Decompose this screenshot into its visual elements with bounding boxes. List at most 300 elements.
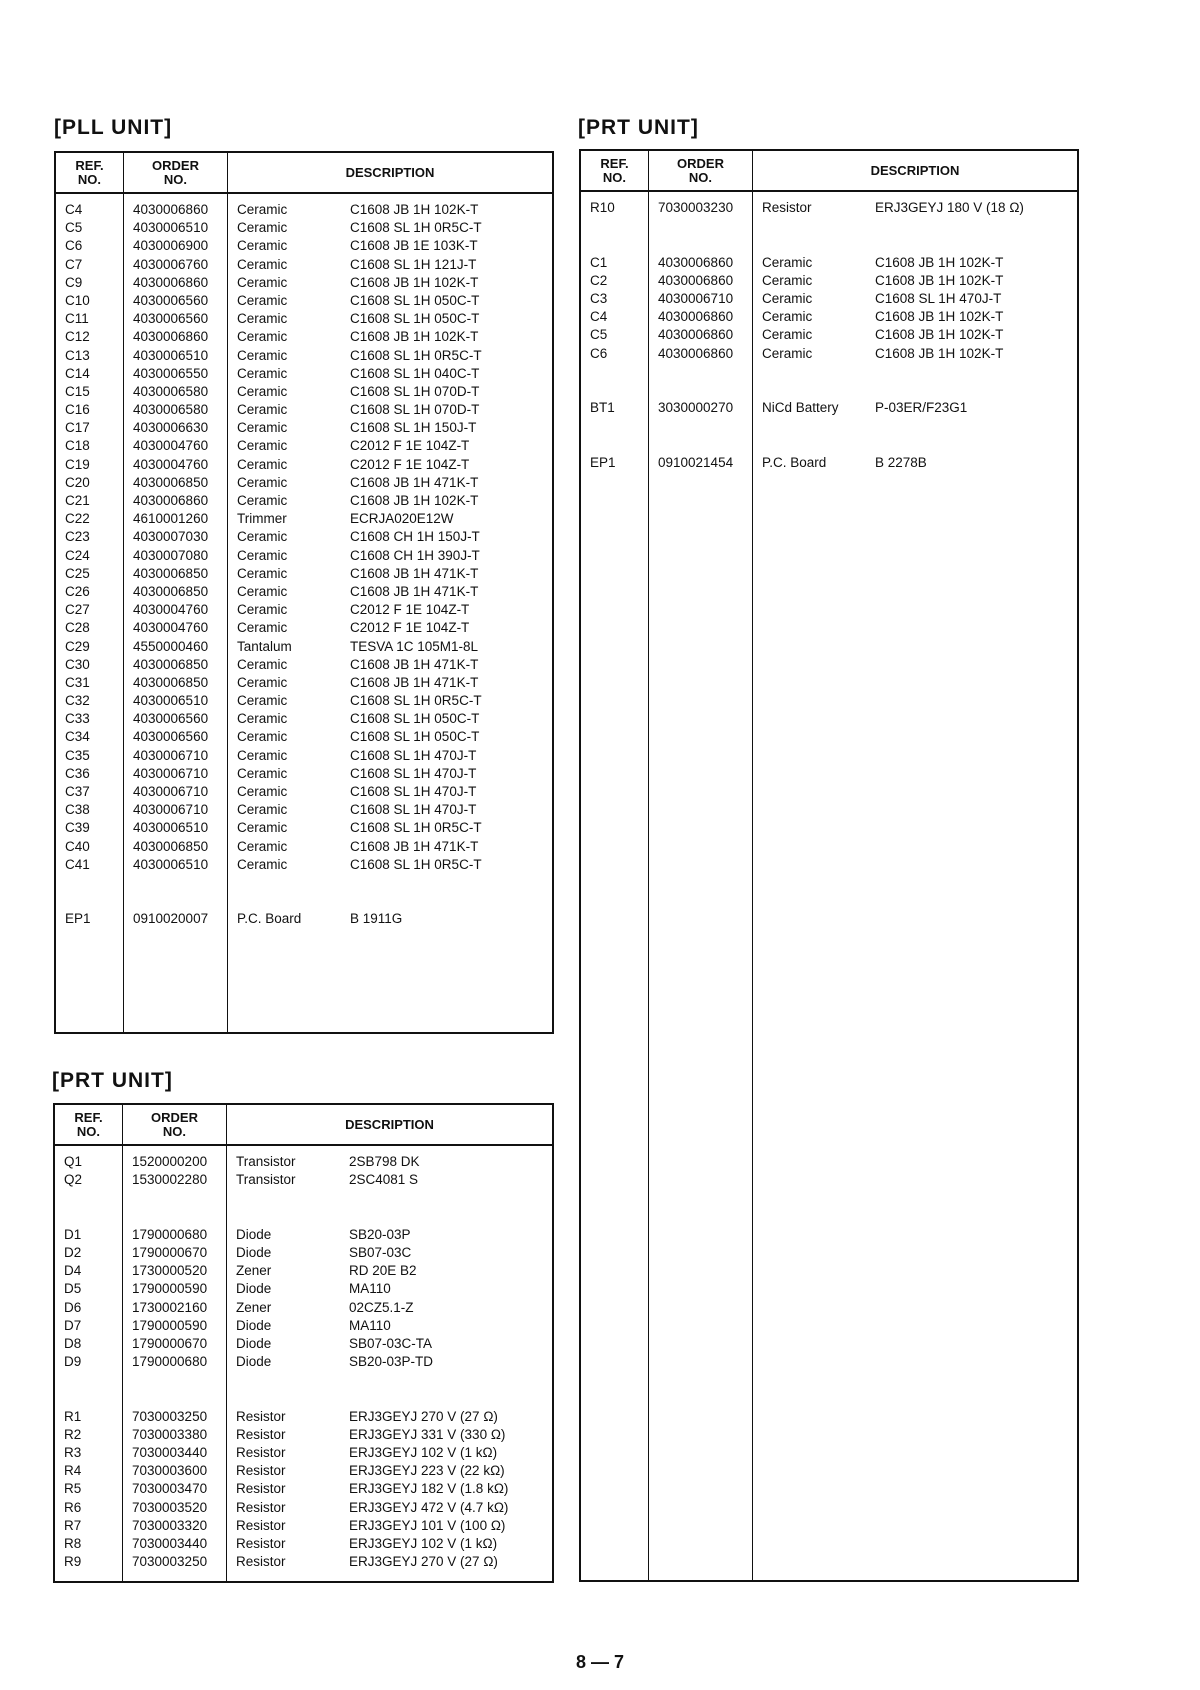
order-no: 4030006850 — [133, 565, 209, 581]
part-value: ECRJA020E12W — [350, 511, 454, 527]
table-row — [56, 383, 552, 401]
part-value: C1608 CH 1H 390J-T — [350, 547, 480, 563]
part-value: C1608 JB 1H 102K-T — [875, 254, 1004, 270]
prt-unit-title-right: [PRT UNIT] — [578, 116, 699, 139]
ref-no: EP1 — [590, 454, 616, 470]
part-value: C1608 JB 1H 102K-T — [350, 274, 479, 290]
order-no: 7030003230 — [658, 200, 734, 215]
part-value: C1608 SL 1H 150J-T — [350, 420, 477, 436]
pll-unit-title: [PLL UNIT] — [54, 116, 173, 139]
part-value: C1608 JB 1H 102K-T — [350, 202, 479, 217]
table-row — [56, 365, 552, 383]
part-type: Resistor — [236, 1445, 286, 1460]
part-type: Zener — [236, 1263, 272, 1279]
table-row — [581, 399, 1077, 417]
order-no: 4030006560 — [133, 711, 209, 727]
order-no: 4550000460 — [133, 638, 209, 654]
order-no: 7030003380 — [132, 1426, 208, 1442]
table-row — [55, 1553, 552, 1571]
column-divider — [122, 1146, 123, 1581]
order-no: 4030006850 — [133, 674, 209, 690]
part-value: ERJ3GEYJ 182 V (1.8 kΩ) — [349, 1481, 509, 1497]
part-value: B 1911G — [350, 911, 403, 927]
part-type: Transistor — [236, 1172, 296, 1188]
part-value: 2SB798 DK — [349, 1154, 420, 1169]
order-no: 7030003440 — [132, 1445, 208, 1460]
table-row — [581, 308, 1077, 326]
part-value: C1608 JB 1H 471K-T — [350, 474, 479, 490]
part-type: Ceramic — [237, 784, 288, 799]
column-divider — [648, 192, 649, 1580]
table-row — [56, 219, 552, 237]
part-type: Ceramic — [237, 693, 288, 709]
ref-no: R2 — [64, 1426, 82, 1442]
order-no: 4030006550 — [133, 365, 209, 381]
ref-no: C6 — [65, 238, 83, 254]
ref-no: D6 — [64, 1299, 82, 1315]
part-type: Ceramic — [237, 802, 288, 818]
table-header — [581, 151, 1077, 192]
ref-no: D1 — [64, 1226, 82, 1242]
order-no: 4030007080 — [133, 547, 209, 563]
part-value: C1608 JB 1H 471K-T — [350, 565, 479, 581]
ref-no: C40 — [65, 838, 90, 854]
blank-row — [581, 417, 1077, 435]
table-row — [56, 674, 552, 692]
part-type: Trimmer — [237, 511, 287, 527]
page-number: 8 — 7 — [575, 1652, 625, 1672]
header-order-no: ORDER NO. — [124, 153, 228, 192]
table-row — [56, 456, 552, 474]
part-type: Ceramic — [237, 602, 288, 618]
order-no: 4030006860 — [658, 327, 734, 343]
ref-no: C14 — [65, 365, 90, 381]
order-no: 4030006580 — [133, 402, 209, 418]
part-value: C1608 JB 1H 102K-T — [875, 309, 1004, 325]
part-type: Diode — [236, 1281, 272, 1297]
table-row — [55, 1262, 552, 1280]
table-row — [55, 1517, 552, 1535]
ref-no: R3 — [64, 1445, 82, 1460]
order-no: 1790000670 — [132, 1335, 208, 1351]
order-no: 4030006710 — [133, 784, 209, 799]
table-row — [56, 747, 552, 765]
ref-no: D4 — [64, 1263, 82, 1279]
blank-row — [55, 1371, 552, 1389]
part-value: ERJ3GEYJ 102 V (1 kΩ) — [349, 1445, 498, 1460]
table-row — [55, 1535, 552, 1553]
part-type: Resistor — [236, 1426, 286, 1442]
part-value: C1608 SL 1H 070D-T — [350, 402, 480, 418]
order-no: 4030006560 — [133, 311, 209, 327]
part-value: C1608 JB 1H 471K-T — [350, 656, 479, 672]
order-no: 4030006860 — [133, 274, 209, 290]
table-row — [56, 728, 552, 746]
part-value: ERJ3GEYJ 102 V (1 kΩ) — [349, 1535, 498, 1551]
table-row — [55, 1462, 552, 1480]
prt-unit-table-left — [53, 1103, 554, 1583]
part-value: C1608 JB 1H 102K-T — [875, 327, 1004, 343]
column-divider — [227, 194, 228, 1032]
part-value: C1608 CH 1H 150J-T — [350, 529, 480, 545]
order-no: 4030006760 — [133, 256, 209, 272]
part-type: Resistor — [762, 200, 812, 215]
order-no: 4030006860 — [133, 202, 209, 217]
part-value: C1608 JB 1E 103K-T — [350, 238, 478, 254]
part-type: Ceramic — [762, 272, 813, 288]
table-row — [581, 345, 1077, 363]
order-no: 4030006710 — [133, 765, 209, 781]
table-row — [56, 256, 552, 274]
order-no: 4030007030 — [133, 529, 209, 545]
part-type: Resistor — [236, 1535, 286, 1551]
ref-no: C19 — [65, 456, 90, 472]
header-description: DESCRIPTION — [345, 1116, 434, 1132]
ref-no: EP1 — [65, 911, 91, 927]
table-row — [581, 254, 1077, 272]
ref-no: R8 — [64, 1535, 82, 1551]
table-row — [56, 801, 552, 819]
table-row — [55, 1353, 552, 1371]
part-value: C1608 SL 1H 050C-T — [350, 711, 480, 727]
part-type: Ceramic — [237, 402, 288, 418]
ref-no: C28 — [65, 620, 90, 636]
table-row — [55, 1335, 552, 1353]
ref-no: C17 — [65, 420, 90, 436]
part-value: C1608 SL 1H 040C-T — [350, 365, 480, 381]
part-value: MA110 — [349, 1281, 391, 1297]
order-no: 7030003600 — [132, 1463, 208, 1479]
order-no: 1790000590 — [132, 1281, 208, 1297]
part-value: TESVA 1C 105M1-8L — [350, 638, 479, 654]
order-no: 4030006560 — [133, 292, 209, 308]
part-value: C1608 JB 1H 471K-T — [350, 838, 479, 854]
part-value: SB07-03C — [349, 1244, 412, 1260]
part-type: Ceramic — [237, 220, 288, 236]
table-row — [56, 347, 552, 365]
part-type: Ceramic — [237, 620, 288, 636]
ref-no: C26 — [65, 583, 90, 599]
part-value: C1608 SL 1H 470J-T — [350, 747, 477, 763]
part-type: Ceramic — [762, 254, 813, 270]
order-no: 4030006510 — [133, 820, 209, 836]
part-value: ERJ3GEYJ 101 V (100 Ω) — [349, 1517, 506, 1533]
ref-no: C39 — [65, 820, 90, 836]
order-no: 4030006630 — [133, 420, 209, 436]
ref-no: R5 — [64, 1481, 82, 1497]
ref-no: C22 — [65, 511, 90, 527]
part-type: Ceramic — [237, 711, 288, 727]
part-type: Ceramic — [237, 256, 288, 272]
header-order-no: ORDER NO. — [123, 1105, 227, 1144]
part-value: C1608 SL 1H 121J-T — [350, 256, 477, 272]
part-value: SB20-03P-TD — [349, 1354, 434, 1370]
part-value: C1608 SL 1H 0R5C-T — [350, 693, 482, 709]
ref-no: C13 — [65, 347, 90, 363]
part-type: Ceramic — [237, 493, 288, 508]
part-type: Ceramic — [237, 474, 288, 490]
order-no: 4030006850 — [133, 656, 209, 672]
order-no: 3030000270 — [658, 400, 734, 416]
order-no: 4030006860 — [658, 254, 734, 270]
table-row — [56, 838, 552, 856]
part-value: SB20-03P — [349, 1226, 411, 1242]
part-type: NiCd Battery — [762, 400, 839, 416]
table-row — [56, 583, 552, 601]
prt-unit-title-left: [PRT UNIT] — [52, 1069, 173, 1092]
part-value: C1608 SL 1H 050C-T — [350, 292, 480, 308]
part-type: Resistor — [236, 1499, 286, 1515]
table-row — [55, 1226, 552, 1244]
ref-no: C11 — [65, 311, 89, 327]
part-type: Diode — [236, 1244, 272, 1260]
table-row — [56, 310, 552, 328]
table-row — [56, 201, 552, 219]
part-type: Ceramic — [237, 420, 288, 436]
column-divider — [752, 192, 753, 1580]
table-row — [56, 510, 552, 528]
table-row — [55, 1426, 552, 1444]
table-row — [56, 692, 552, 710]
part-value: C1608 SL 1H 470J-T — [350, 765, 477, 781]
ref-no: C4 — [65, 202, 83, 217]
ref-no: C5 — [590, 327, 608, 343]
part-type: Ceramic — [237, 274, 288, 290]
order-no: 4030004760 — [133, 602, 209, 618]
blank-row — [581, 235, 1077, 253]
table-header — [56, 153, 552, 194]
part-type: Zener — [236, 1299, 272, 1315]
header-ref-no: REF. NO. — [55, 1105, 123, 1144]
ref-no: C30 — [65, 656, 90, 672]
part-type: Resistor — [236, 1554, 286, 1570]
order-no: 0910021454 — [658, 454, 734, 470]
order-no: 4030004760 — [133, 456, 209, 472]
part-value: C1608 SL 1H 0R5C-T — [350, 220, 482, 236]
order-no: 4030006510 — [133, 220, 209, 236]
ref-no: C38 — [65, 802, 90, 818]
part-value: ERJ3GEYJ 331 V (330 Ω) — [349, 1426, 506, 1442]
table-row — [55, 1244, 552, 1262]
table-row — [55, 1171, 552, 1189]
part-type: Ceramic — [237, 747, 288, 763]
ref-no: C35 — [65, 747, 90, 763]
table-row — [56, 437, 552, 455]
table-row — [56, 656, 552, 674]
part-type: Ceramic — [237, 529, 288, 545]
part-value: C1608 JB 1H 102K-T — [875, 272, 1004, 288]
ref-no: R1 — [64, 1408, 82, 1424]
ref-no: D5 — [64, 1281, 82, 1297]
part-value: C1608 SL 1H 470J-T — [350, 802, 477, 818]
order-no: 4610001260 — [133, 511, 209, 527]
table-body — [56, 194, 552, 1032]
part-value: C1608 SL 1H 0R5C-T — [350, 820, 482, 836]
ref-no: C27 — [65, 602, 90, 618]
order-no: 7030003320 — [132, 1517, 208, 1533]
table-row — [56, 492, 552, 510]
ref-no: C2 — [590, 272, 608, 288]
ref-no: R10 — [590, 200, 615, 215]
blank-row — [581, 217, 1077, 235]
part-value: C1608 JB 1H 471K-T — [350, 583, 479, 599]
ref-no: C41 — [65, 856, 90, 872]
part-type: Ceramic — [237, 438, 288, 454]
part-type: Ceramic — [237, 838, 288, 854]
prt-unit-table-right — [579, 149, 1079, 1582]
part-type: Ceramic — [237, 292, 288, 308]
part-type: Ceramic — [237, 329, 288, 345]
column-divider — [226, 1146, 227, 1581]
ref-no: C29 — [65, 638, 90, 654]
table-row — [55, 1280, 552, 1298]
header-ref-no: REF. NO. — [581, 151, 649, 190]
part-value: C1608 JB 1H 471K-T — [350, 674, 479, 690]
order-no: 1790000680 — [132, 1226, 208, 1242]
order-no: 4030006850 — [133, 583, 209, 599]
part-value: C1608 SL 1H 470J-T — [875, 290, 1002, 306]
part-value: C1608 SL 1H 050C-T — [350, 729, 480, 745]
blank-row — [56, 874, 552, 892]
part-value: C2012 F 1E 104Z-T — [350, 456, 470, 472]
part-type: Ceramic — [237, 202, 288, 217]
table-row — [55, 1499, 552, 1517]
part-value: C2012 F 1E 104Z-T — [350, 602, 470, 618]
order-no: 4030004760 — [133, 620, 209, 636]
part-type: Ceramic — [237, 820, 288, 836]
part-type: P.C. Board — [762, 454, 827, 470]
part-type: Ceramic — [237, 656, 288, 672]
part-type: Diode — [236, 1335, 272, 1351]
part-type: Resistor — [236, 1463, 286, 1479]
table-row — [56, 783, 552, 801]
part-type: Ceramic — [237, 856, 288, 872]
ref-no: R6 — [64, 1499, 82, 1515]
ref-no: C4 — [590, 309, 608, 325]
ref-no: C37 — [65, 784, 90, 799]
ref-no: C32 — [65, 693, 90, 709]
order-no: 7030003250 — [132, 1408, 208, 1424]
part-value: B 2278B — [875, 454, 927, 470]
table-row — [581, 272, 1077, 290]
part-type: Ceramic — [237, 583, 288, 599]
order-no: 7030003250 — [132, 1554, 208, 1570]
part-type: Ceramic — [237, 238, 288, 254]
blank-row — [55, 1189, 552, 1207]
part-type: Ceramic — [762, 290, 813, 306]
order-no: 4030006580 — [133, 383, 209, 399]
part-value: 2SC4081 S — [349, 1172, 419, 1188]
part-type: Ceramic — [762, 345, 813, 361]
header-description: DESCRIPTION — [345, 164, 435, 180]
part-value: C1608 SL 1H 050C-T — [350, 311, 480, 327]
table-row — [55, 1299, 552, 1317]
order-no: 1730000520 — [132, 1263, 208, 1279]
part-value: C1608 SL 1H 0R5C-T — [350, 347, 482, 363]
ref-no: D7 — [64, 1317, 82, 1333]
table-body — [581, 192, 1077, 1580]
part-type: Ceramic — [237, 311, 288, 327]
ref-no: C20 — [65, 474, 90, 490]
part-type: Ceramic — [237, 729, 288, 745]
order-no: 4030006860 — [658, 345, 734, 361]
table-row — [56, 292, 552, 310]
part-type: Resistor — [236, 1517, 286, 1533]
order-no: 1790000590 — [132, 1317, 208, 1333]
part-value: P-03ER/F23G1 — [875, 400, 968, 416]
ref-no: C1 — [590, 254, 608, 270]
part-type: Diode — [236, 1226, 272, 1242]
order-no: 4030006860 — [133, 329, 209, 345]
part-type: Resistor — [236, 1481, 286, 1497]
ref-no: R7 — [64, 1517, 82, 1533]
table-row — [56, 710, 552, 728]
order-no: 4030006850 — [133, 838, 209, 854]
header-ref-no: REF. NO. — [56, 153, 124, 192]
part-type: Diode — [236, 1354, 272, 1370]
part-type: Ceramic — [237, 674, 288, 690]
part-type: Ceramic — [237, 383, 288, 399]
part-value: SB07-03C-TA — [349, 1335, 433, 1351]
part-value: 02CZ5.1-Z — [349, 1299, 414, 1315]
ref-no: C7 — [65, 256, 83, 272]
order-no: 4030006510 — [133, 693, 209, 709]
table-row — [55, 1153, 552, 1171]
part-type: Ceramic — [762, 309, 813, 325]
blank-row — [581, 435, 1077, 453]
order-no: 4030006860 — [658, 272, 734, 288]
part-value: ERJ3GEYJ 180 V (18 Ω) — [875, 200, 1024, 215]
part-type: Transistor — [236, 1154, 296, 1169]
ref-no: C21 — [65, 493, 90, 508]
ref-no: C24 — [65, 547, 90, 563]
blank-row — [581, 363, 1077, 381]
ref-no: C23 — [65, 529, 90, 545]
table-row — [56, 547, 552, 565]
part-value: ERJ3GEYJ 270 V (27 Ω) — [349, 1554, 498, 1570]
order-no: 4030006560 — [133, 729, 209, 745]
ref-no: R4 — [64, 1463, 82, 1479]
ref-no: C25 — [65, 565, 90, 581]
table-body — [55, 1146, 552, 1581]
part-value: C2012 F 1E 104Z-T — [350, 620, 470, 636]
column-divider — [123, 194, 124, 1032]
blank-row — [581, 381, 1077, 399]
part-type: Ceramic — [237, 347, 288, 363]
table-row — [55, 1480, 552, 1498]
blank-row — [55, 1208, 552, 1226]
ref-no: C9 — [65, 274, 83, 290]
order-no: 4030006860 — [133, 493, 209, 508]
part-type: Tantalum — [237, 638, 292, 654]
table-row — [56, 401, 552, 419]
part-type: Ceramic — [237, 456, 288, 472]
order-no: 4030006860 — [658, 309, 734, 325]
part-value: C2012 F 1E 104Z-T — [350, 438, 470, 454]
ref-no: C33 — [65, 711, 90, 727]
table-row — [55, 1317, 552, 1335]
table-row — [56, 619, 552, 637]
order-no: 4030004760 — [133, 438, 209, 454]
table-row — [55, 1444, 552, 1462]
part-value: ERJ3GEYJ 223 V (22 kΩ) — [349, 1463, 505, 1479]
ref-no: D9 — [64, 1354, 82, 1370]
ref-no: C16 — [65, 402, 90, 418]
table-row — [56, 638, 552, 656]
ref-no: C12 — [65, 329, 90, 345]
ref-no: C31 — [65, 674, 90, 690]
order-no: 4030006710 — [658, 290, 734, 306]
